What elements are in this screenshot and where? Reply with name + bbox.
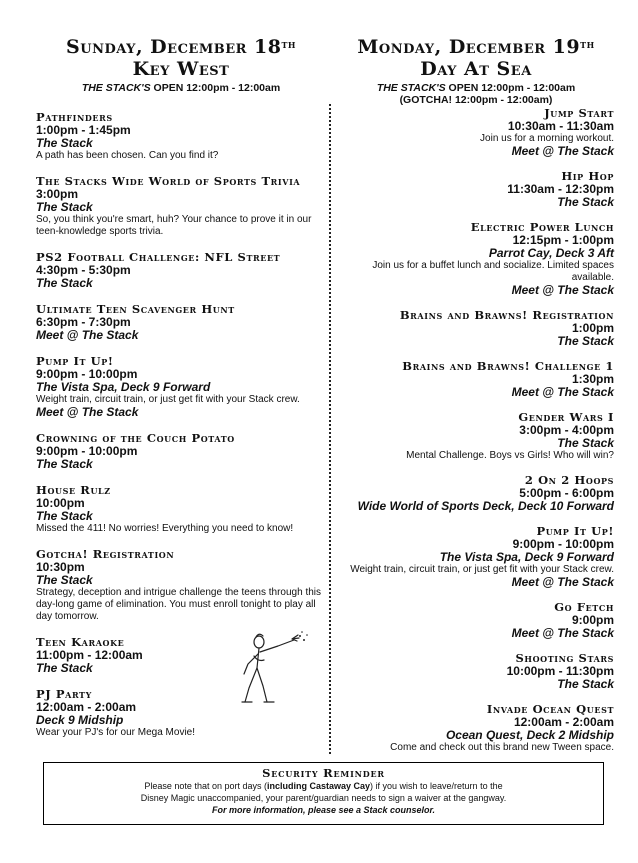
event-title: Jump Start [544,106,614,120]
event-time: 4:30pm - 5:30pm [36,263,131,277]
event-description: So, you think you're smart, huh? Your chance to prove it in our teen-knowledge sports trivia. [36,214,312,237]
event-meeting-point: Meet @ The Stack [511,575,614,589]
event-time: 12:00am - 2:00am [513,715,614,729]
event-item [336,221,614,297]
event-location: The Stack [36,276,93,290]
event-item [36,548,331,623]
monday-open-hours: THE STACK'S OPEN 12:00pm - 12:00am (GOTCHA! 12:00pm - 12:00am) [376,82,576,106]
event-item [336,411,614,462]
event-location: The Stack [557,677,614,691]
event-time: 1:30pm [571,372,614,386]
event-location: The Stack [557,334,614,348]
event-location: The Vista Spa, Deck 9 Forward [36,380,211,394]
event-item [36,432,331,471]
security-text-line2: Disney Magic unaccompanied, your parent/guardian needs to sign a waiver at the gangway. [140,793,507,803]
event-description: A path has been chosen. Can you find it? [36,150,219,161]
event-time: 3:00pm [36,187,79,201]
event-time: 9:00pm - 10:00pm [512,537,614,551]
event-location: The Stack [36,136,93,150]
event-location: Wide World of Sports Deck, Deck 10 Forward [357,499,614,513]
event-time: 1:00pm [571,321,614,335]
security-text-line1: Please note that on port days (including Castaway Cay) if you wish to leave/return to the [144,781,503,791]
monday-title: Monday, December 19th Day At Sea [357,36,595,80]
event-title: Gender Wars I [518,410,614,424]
event-item [336,170,614,209]
sunday-title: Sunday, December 18th Key West [66,36,296,80]
event-title: PJ Party [36,687,92,701]
event-title: Brains and Brawns! Registration [399,308,614,322]
event-item [36,111,331,162]
event-item [336,703,614,754]
event-time: 12:00am - 2:00am [36,700,137,714]
security-more-info: For more information, please see a Stack counselor. [211,805,436,815]
event-title: Gotcha! Registration [36,547,175,561]
event-meeting-point: Meet @ The Stack [511,283,614,297]
event-title: The Stacks Wide World of Sports Trivia [36,174,301,188]
event-time: 9:00pm - 10:00pm [36,367,138,381]
event-title: PS2 Football Challenge: NFL Street [36,250,281,264]
security-reminder-box [43,762,604,825]
event-title: Electric Power Lunch [470,220,614,234]
event-title: House Rulz [36,483,111,497]
event-meeting-point: Meet @ The Stack [36,328,139,342]
event-title: Go Fetch [554,600,614,614]
event-title: Ultimate Teen Scavenger Hunt [36,302,235,316]
event-title: 2 On 2 Hoops [524,473,614,487]
event-description: Come and check out this brand new Tween space. [390,742,614,753]
event-time: 10:00pm - 11:30pm [506,664,614,678]
event-location: The Stack [557,436,614,450]
event-item [36,175,331,238]
event-description: Mental Challenge. Boys vs Girls! Who will win? [406,450,614,461]
event-time: 6:30pm - 7:30pm [36,315,131,329]
event-description: Join us for a buffet lunch and socialize. Limited spaces available. [372,260,614,283]
event-location: The Stack [36,661,93,675]
event-time: 1:00pm - 1:45pm [36,123,131,137]
event-title: Invade Ocean Quest [486,702,614,716]
event-time: 11:30am - 12:30pm [507,182,614,196]
event-title: Brains and Brawns! Challenge 1 [402,359,614,373]
event-time: 5:00pm - 6:00pm [519,486,614,500]
event-item [336,525,614,589]
event-title: Crowning of the Couch Potato [36,431,235,445]
event-title: Pathfinders [36,110,113,124]
sunday-header [36,36,326,94]
event-time: 9:00pm - 10:00pm [36,444,138,458]
event-location: The Vista Spa, Deck 9 Forward [439,550,614,564]
event-item [36,484,331,535]
event-location: Parrot Cay, Deck 3 Aft [488,246,614,260]
monday-header [336,36,616,106]
event-time: 11:00pm - 12:00am [36,648,143,662]
sunday-open-hours: THE STACK'S OPEN 12:00pm - 12:00am [81,82,281,94]
event-location: The Stack [36,457,93,471]
event-description: Missed the 411! No worries! Everything you need to know! [36,523,294,534]
event-title: Pump It Up! [536,524,614,538]
dancer-illustration [234,628,312,708]
event-location: The Stack [36,509,93,523]
event-time: 10:00pm [36,496,85,510]
event-time: 9:00pm [571,613,614,627]
event-location: The Stack [36,200,93,214]
event-location: Ocean Quest, Deck 2 Midship [445,728,614,742]
event-time: 12:15pm - 1:00pm [512,233,614,247]
event-item [336,309,614,348]
event-title: Hip Hop [561,169,614,183]
event-time: 10:30am - 11:30am [507,119,614,133]
event-meeting-point: Meet @ The Stack [36,405,139,419]
security-title: Security Reminder [262,766,385,780]
event-item [336,474,614,513]
event-description: Wear your PJ's for our Mega Movie! [36,727,196,738]
event-item [336,107,614,158]
event-description: Weight train, circuit train, or just get fit with your Stack crew. [36,394,300,405]
event-item [36,355,331,419]
event-title: Pump It Up! [36,354,114,368]
event-meeting-point: Meet @ The Stack [511,144,614,158]
event-item [336,652,614,691]
monday-event-list [336,107,614,766]
event-title: Teen Karaoke [36,635,125,649]
event-location: Deck 9 Midship [36,713,124,727]
event-meeting-point: Meet @ The Stack [511,385,614,399]
event-item [336,360,614,399]
event-description: Join us for a morning workout. [480,133,614,144]
event-item [336,601,614,640]
event-time: 10:30pm [36,560,85,574]
event-time: 3:00pm - 4:00pm [519,423,614,437]
event-item [36,251,331,290]
event-title: Shooting Stars [515,651,614,665]
column-divider [329,104,331,754]
event-description: Weight train, circuit train, or just get fit with your Stack crew. [350,564,614,575]
event-location: The Stack [36,573,93,587]
event-location: The Stack [557,195,614,209]
event-meeting-point: Meet @ The Stack [511,626,614,640]
event-description: Strategy, deception and intrigue challenge the teens through this day-long game of elimination. You must enroll tonight to play all day tomorrow. [36,587,322,622]
event-item [36,303,331,342]
